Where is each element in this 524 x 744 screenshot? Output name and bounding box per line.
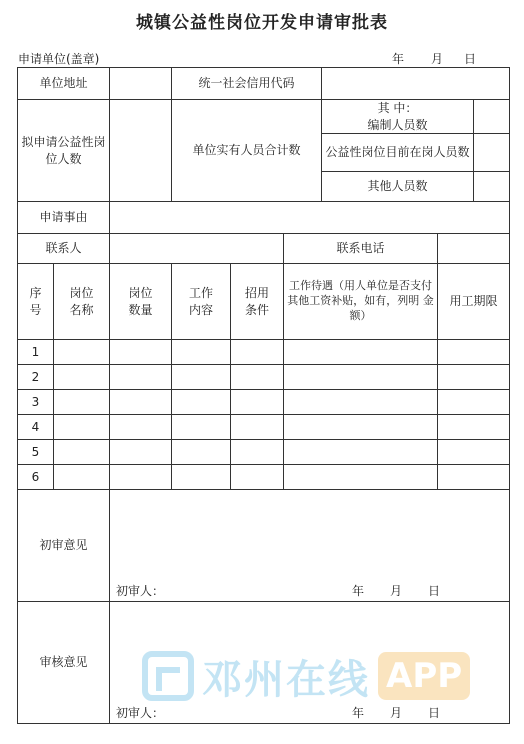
contact-phone-label: 联系电话 [284,234,438,264]
cell-term[interactable] [438,365,510,390]
initial-review-field[interactable] [110,490,510,602]
cell-post-name[interactable] [54,340,110,365]
cell-work-content[interactable] [172,440,231,465]
header-seq: 序号 [18,264,54,340]
cell-post-name[interactable] [54,440,110,465]
cell-term[interactable] [438,415,510,440]
row-seq: 2 [18,365,54,390]
cell-recruit-cond[interactable] [231,365,284,390]
header-month: 月 [431,52,444,66]
cell-post-name[interactable] [54,465,110,490]
audit-date [352,705,466,721]
table-row [18,440,510,465]
watermark-text: 邓州在线 [202,656,370,703]
initial-review-label: 初审意见 [18,490,110,602]
cell-term[interactable] [438,465,510,490]
cell-treatment[interactable] [284,465,438,490]
of-which-label: 其 中： [377,101,418,116]
cell-post-qty[interactable] [110,465,172,490]
cell-term[interactable] [438,440,510,465]
header-year: 年 [392,52,405,66]
initial-review-date [352,583,466,599]
header-post-qty: 岗位数量 [110,264,172,340]
watermark-app-badge: APP [378,652,470,700]
unit-address-field[interactable] [110,68,172,100]
public-current-label: 公益性岗位目前在岗人员数 [322,134,474,172]
cell-post-name[interactable] [54,390,110,415]
cell-term[interactable] [438,390,510,415]
cell-term[interactable] [438,340,510,365]
staff-count-label [322,100,474,134]
row-seq: 4 [18,415,54,440]
planned-count-label: 拟申请公益性岗位人数 [18,100,110,202]
cell-post-name[interactable] [54,365,110,390]
audit-reviewer-label: 初审人： [116,705,165,720]
staff-count-text: 编制人员数 [367,117,428,132]
applicant-label: 申请单位(盖章) [18,52,100,66]
row-seq: 6 [18,465,54,490]
public-current-field[interactable] [474,134,510,172]
other-count-field[interactable] [474,172,510,202]
cell-post-qty[interactable] [110,415,172,440]
cell-work-content[interactable] [172,340,231,365]
cell-post-name[interactable] [54,415,110,440]
audit-label: 审核意见 [18,602,110,724]
header-recruit-cond: 招用条件 [231,264,284,340]
table-row [18,340,510,365]
contact-label: 联系人 [18,234,110,264]
credit-code-label: 统一社会信用代码 [172,68,322,100]
other-count-label: 其他人员数 [322,172,474,202]
date-day: 日 [428,583,441,598]
date-day: 日 [428,705,441,720]
cell-recruit-cond[interactable] [231,340,284,365]
cell-treatment[interactable] [284,415,438,440]
approval-form-table [17,67,510,724]
header-term: 用工期限 [438,264,510,340]
header-post-name: 岗位名称 [54,264,110,340]
planned-count-field[interactable] [110,100,172,202]
cell-post-qty[interactable] [110,340,172,365]
table-row [18,465,510,490]
initial-reviewer-label: 初审人： [116,583,165,598]
credit-code-field[interactable] [322,68,510,100]
cell-treatment[interactable] [284,440,438,465]
header-treatment: 工作待遇（用人单位是否支付其他工资补贴，如有，列明 金额） [284,264,438,340]
cell-work-content[interactable] [172,415,231,440]
unit-address-label: 单位地址 [18,68,110,100]
cell-work-content[interactable] [172,465,231,490]
row-seq: 3 [18,390,54,415]
page-title: 城镇公益性岗位开发申请审批表 [136,13,388,33]
staff-count-field[interactable] [474,100,510,134]
row-seq: 1 [18,340,54,365]
application-matter-label: 申请事由 [18,202,110,234]
table-row [18,415,510,440]
date-year: 年 [352,583,365,598]
header-day: 日 [464,52,477,66]
contact-phone-field[interactable] [438,234,510,264]
cell-recruit-cond[interactable] [231,440,284,465]
date-month: 月 [390,583,403,598]
cell-recruit-cond[interactable] [231,390,284,415]
cell-treatment[interactable] [284,340,438,365]
contact-field[interactable] [110,234,284,264]
cell-treatment[interactable] [284,390,438,415]
table-row [18,365,510,390]
row-seq: 5 [18,440,54,465]
cell-work-content[interactable] [172,365,231,390]
table-row [18,390,510,415]
cell-post-qty[interactable] [110,440,172,465]
audit-field[interactable] [110,602,510,724]
cell-post-qty[interactable] [110,390,172,415]
cell-post-qty[interactable] [110,365,172,390]
date-month: 月 [390,705,403,720]
application-matter-field[interactable] [110,202,510,234]
cell-recruit-cond[interactable] [231,415,284,440]
header-work-content: 工作内容 [172,264,231,340]
actual-total-label: 单位实有人员合计数 [172,100,322,202]
cell-recruit-cond[interactable] [231,465,284,490]
cell-work-content[interactable] [172,390,231,415]
date-year: 年 [352,705,365,720]
cell-treatment[interactable] [284,365,438,390]
